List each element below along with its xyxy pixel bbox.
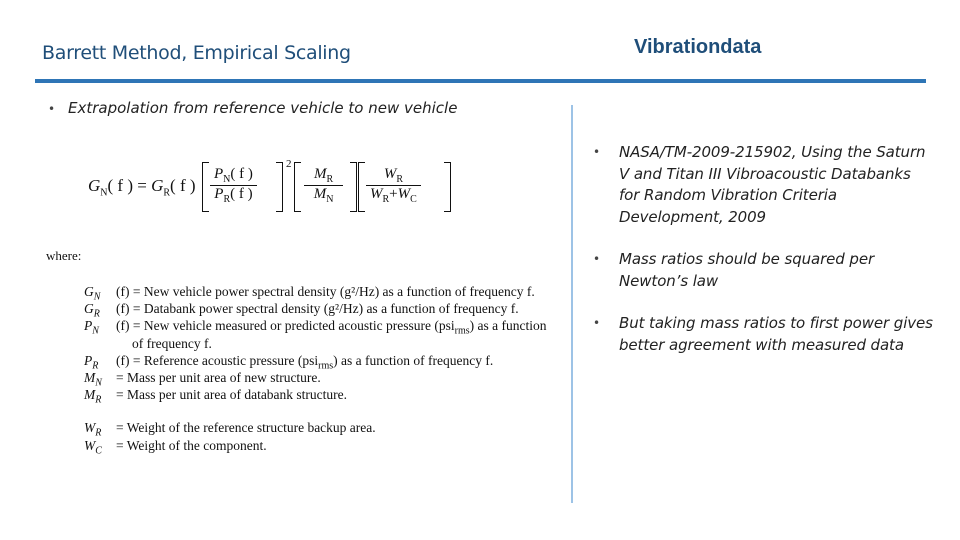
definition-mn: $M_N$ = Mass per unit area of new structure. — [84, 369, 321, 389]
definition-pr: $P_R$ (f) = Reference acoustic pressure (psi$_{rms}$) as a function of frequency f. — [84, 352, 494, 372]
definition-gr: $G_R$ (f) = Databank power spectral density (g²/Hz) as a function of frequency f. — [84, 301, 519, 320]
right-bullet-list — [593, 142, 933, 377]
bullet-icon: • — [48, 102, 56, 116]
definition-pn-continued: of frequency f. — [132, 335, 212, 351]
pressure-ratio: $\frac{P_N( f )}{P_R( f )}$ — [210, 166, 257, 205]
where-label: where: — [46, 248, 82, 263]
weight-ratio: $\frac{W_R}{W_R+W_C}$ — [366, 166, 421, 205]
equation-lhs: $G_N$( f ) = $G_R$( f ) — [88, 176, 196, 199]
bracket-right-2 — [350, 162, 357, 212]
bullet-reference: • NASA/TM-2009-215902, Using the Saturn V and Titan III Vibroacoustic Databanks for Random Vibration Criteria Development, 2009 — [593, 143, 926, 226]
bracket-right-1 — [276, 162, 283, 212]
scaling-equation — [88, 158, 468, 216]
definition-mr: $M_R$ = Mass per unit area of databank structure. — [84, 387, 348, 406]
definition-pn: $P_N$ (f) = New vehicle measured or predicted acoustic pressure (psi$_{rms}$) as a function — [84, 318, 547, 338]
subtitle-text: Extrapolation from reference vehicle to new vehicle — [68, 99, 458, 117]
subtitle-bullet — [48, 99, 457, 117]
bullet-icon: • — [593, 252, 600, 266]
column-divider — [571, 105, 573, 503]
slide-title: Barrett Method, Empirical Scaling — [42, 42, 351, 64]
bracket-left-1 — [202, 162, 209, 212]
bracket-left-3 — [358, 162, 365, 212]
bullet-icon: • — [593, 316, 600, 330]
bracket-right-3 — [444, 162, 451, 212]
definitions-list — [84, 283, 547, 457]
bullet-first-power: • But taking mass ratios to first power gives better agreement with measured data — [593, 314, 933, 354]
definition-wc: $W_C$ = Weight of the component. — [84, 437, 267, 457]
title-underline — [35, 79, 926, 83]
definition-wr: $W_R$ = Weight of the reference structure backup area. — [84, 420, 376, 439]
bullet-mass-squared: • Mass ratios should be squared per Newton’s law — [593, 250, 875, 290]
mass-ratio: $\frac{M_R}{M_N}$ — [304, 166, 343, 205]
bracket-left-2 — [294, 162, 301, 212]
exponent: 2 — [286, 158, 292, 170]
brand-label: Vibrationdata — [634, 36, 762, 58]
bullet-icon: • — [593, 145, 600, 159]
definition-gn: $G_N$ (f) = New vehicle power spectral density (g²/Hz) as a function of frequency f. — [84, 284, 535, 303]
